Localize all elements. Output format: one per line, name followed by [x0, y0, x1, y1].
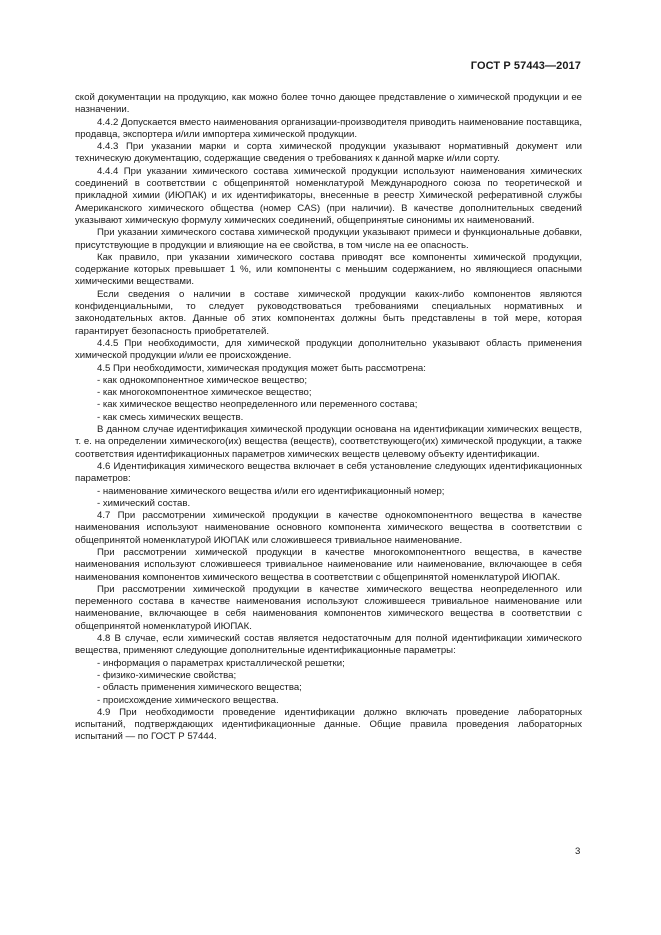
paragraph: Как правило, при указании химического состава приводят все компоненты химической продукции, содержание которых превышает 1 %, или компоненты с меньшим содержанием, но являющиеся опасными химическими веществами.	[75, 251, 582, 288]
list-item: - как многокомпонентное химическое вещество;	[97, 387, 312, 399]
list-item: - химический состав.	[97, 497, 191, 509]
paragraph: 4.4.2 Допускается вместо наименования организации-производителя приводить наименование поставщика, продавца, экспортера и/или импортера химической продукции.	[75, 116, 582, 140]
paragraph: 4.7 При рассмотрении химической продукции в качестве однокомпонентного вещества в качестве наименования используют наименование основного компонента химического вещества в соответствии с общепринятой номенклатурой ИЮПАК или сложившееся тривиальное наименование.	[75, 510, 582, 546]
list-item: - как смесь химических веществ.	[97, 411, 244, 423]
paragraph: В данном случае идентификация химической продукции основана на идентификации химических веществ, т. е. на определении химического(их) вещества (веществ), соответствующего(их) химической продукции, а также соответствия идентификационных параметров химических веществ целевому объекту идентификации.	[75, 424, 582, 460]
paragraph: При рассмотрении химической продукции в качестве химического вещества неопределенного или переменного состава в качестве наименования используют сложившееся тривиальное наименование или наименование, включающее в себя наименования компонентов химического вещества в соответствии с общепринятой номенклатурой ИЮПАК.	[75, 583, 582, 632]
paragraph: При указании химического состава химической продукции указывают примеси и функциональные добавки, присутствующие в продукции и влияющие на ее свойства, в том числе на ее опасность.	[75, 227, 582, 251]
page-number: 3	[575, 846, 581, 857]
paragraph: 4.5 При необходимости, химическая продукция может быть рассмотрена:	[97, 362, 426, 374]
list-item: - как однокомпонентное химическое вещество;	[97, 374, 308, 386]
paragraph: 4.4.4 При указании химического состава химической продукции используют наименования химических соединений в соответствии с общепринятой номенклатурой Международного союза по теоретической и прикладной химии (ИЮПАК) и их идентификаторы, внесенные в реестр Химической реферативной службы Американского химического общества (номер CAS) (при наличии). В качестве дополнительных сведений указывают химическую формулу химических соединений, общепринятые синонимы их наименований.	[75, 165, 582, 226]
list-item: - информация о параметрах кристаллической решетки;	[97, 657, 345, 669]
paragraph: 4.6 Идентификация химического вещества включает в себя установление следующих идентификационных параметров:	[75, 460, 582, 485]
paragraph: ской документации на продукцию, как можно более точно дающее представление о химической продукции и ее назначении.	[75, 92, 582, 116]
list-item: - как химическое вещество неопределенного или переменного состава;	[97, 399, 418, 411]
paragraph: 4.9 При необходимости проведение идентификации должно включать проведение лабораторных испытаний, подтверждающих идентификационные данные. Общие правила проведения лабораторных испытаний — по ГОСТ Р 57444.	[75, 706, 582, 743]
list-item: - область применения химического вещества;	[97, 682, 302, 694]
paragraph: 4.8 В случае, если химический состав является недостаточным для полной идентификации химического вещества, применяют следующие дополнительные идентификационные параметры:	[75, 633, 582, 657]
document-body	[75, 92, 582, 744]
paragraph: При рассмотрении химической продукции в качестве многокомпонентного вещества, в качестве наименования используют сложившееся тривиальное наименование или наименование, включающее в себя наименования компонентов химического вещества в соответствии с общепринятой номенклатурой ИЮПАК.	[75, 546, 582, 583]
list-item: - происхождение химического вещества.	[97, 694, 279, 706]
document-header: ГОСТ Р 57443—2017	[470, 60, 581, 72]
paragraph: Если сведения о наличии в составе химической продукции каких-либо компонентов являются конфиденциальными, то следует руководствоваться требованиями специальных нормативных и законодательных актов. Данные об этих компонентах должны быть представлены в той мере, которая гарантирует безопасность приобретателей.	[75, 288, 582, 337]
paragraph: 4.4.5 При необходимости, для химической продукции дополнительно указывают область применения химической продукции и/или ее происхождение.	[75, 337, 582, 362]
list-item: - наименование химического вещества и/или его идентификационный номер;	[97, 485, 445, 497]
paragraph: 4.4.3 При указании марки и сорта химической продукции указывают нормативный документ или техническую документацию, содержащие сведения о требованиях к данной марке и/или сорту.	[75, 141, 582, 165]
list-item: - физико-химические свойства;	[97, 669, 237, 681]
